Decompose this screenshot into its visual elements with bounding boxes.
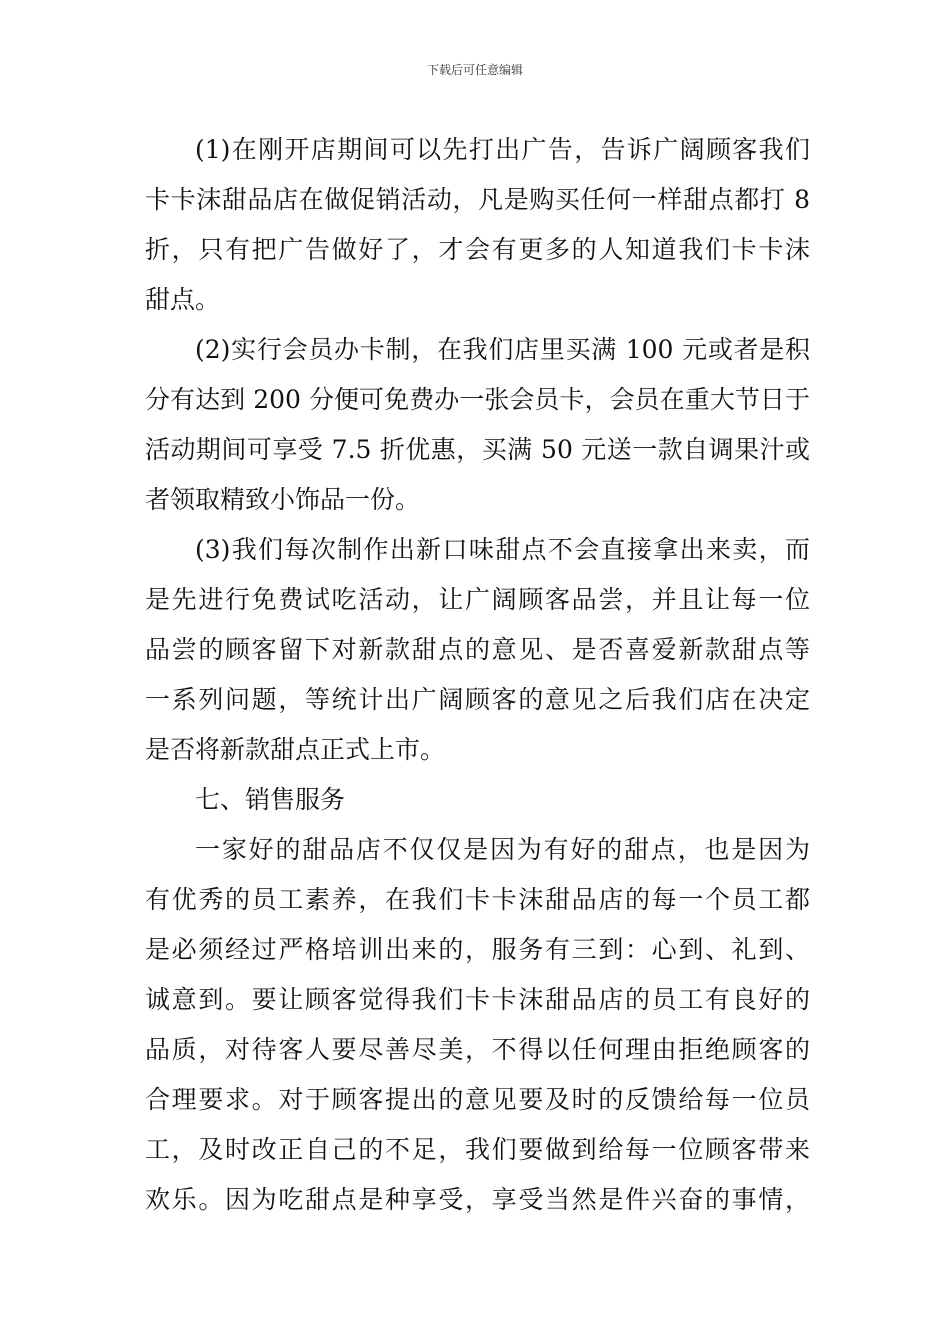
page-header-note: 下载后可任意编辑 <box>426 63 523 77</box>
text-line: (1)在刚开店期间可以先打出广告，告诉广阔顾客我们 <box>195 135 810 164</box>
text-line: 分有达到 200 分便可免费办一张会员卡，会员在重大节日于 <box>145 385 810 414</box>
text-line: 合理要求。对于顾客提出的意见要及时的反馈给每一位员 <box>145 1085 810 1114</box>
text-line: 诚意到。要让顾客觉得我们卡卡沫甜品店的员工有良好的 <box>145 985 810 1014</box>
text-line: 欢乐。因为吃甜点是种享受，享受当然是件兴奋的事情， <box>145 1185 810 1214</box>
text-line: 是先进行免费试吃活动，让广阔顾客品尝，并且让每一位 <box>145 585 810 614</box>
text-line: (2)实行会员办卡制，在我们店里买满 100 元或者是积 <box>195 335 810 364</box>
text-line: 品质，对待客人要尽善尽美，不得以任何理由拒绝顾客的 <box>145 1035 810 1064</box>
text-line: 者领取精致小饰品一份。 <box>145 485 421 514</box>
text-line: 一系列问题，等统计出广阔顾客的意见之后我们店在决定 <box>145 685 810 714</box>
paragraph-membership-card <box>145 325 810 525</box>
text-line: 有优秀的员工素养，在我们卡卡沫甜品店的每一个员工都 <box>145 885 810 914</box>
text-line: 活动期间可享受 7.5 折优惠，买满 50 元送一款自调果汁或 <box>145 435 810 464</box>
text-line: 是必须经过严格培训出来的，服务有三到：心到、礼到、 <box>145 935 810 964</box>
text-line: 折，只有把广告做好了，才会有更多的人知道我们卡卡沫 <box>145 235 810 264</box>
text-line: 工，及时改正自己的不足，我们要做到给每一位顾客带来 <box>145 1135 810 1164</box>
paragraph-promotion-ad <box>145 125 810 325</box>
text-line: 甜点。 <box>145 285 221 314</box>
text-line: 一家好的甜品店不仅仅是因为有好的甜点，也是因为 <box>195 835 810 864</box>
text-line: 品尝的顾客留下对新款甜点的意见、是否喜爱新款甜点等 <box>145 635 810 664</box>
text-line: 是否将新款甜点正式上市。 <box>145 735 446 764</box>
text-line: (3)我们每次制作出新口味甜点不会直接拿出来卖，而 <box>195 535 810 564</box>
document-body <box>145 125 810 1225</box>
text-line: 卡卡沫甜品店在做促销活动，凡是购买任何一样甜点都打 8 <box>145 185 810 214</box>
paragraph-sales-service <box>145 825 810 1225</box>
paragraph-free-tasting <box>145 525 810 775</box>
section-heading: 七、销售服务 <box>195 785 346 814</box>
